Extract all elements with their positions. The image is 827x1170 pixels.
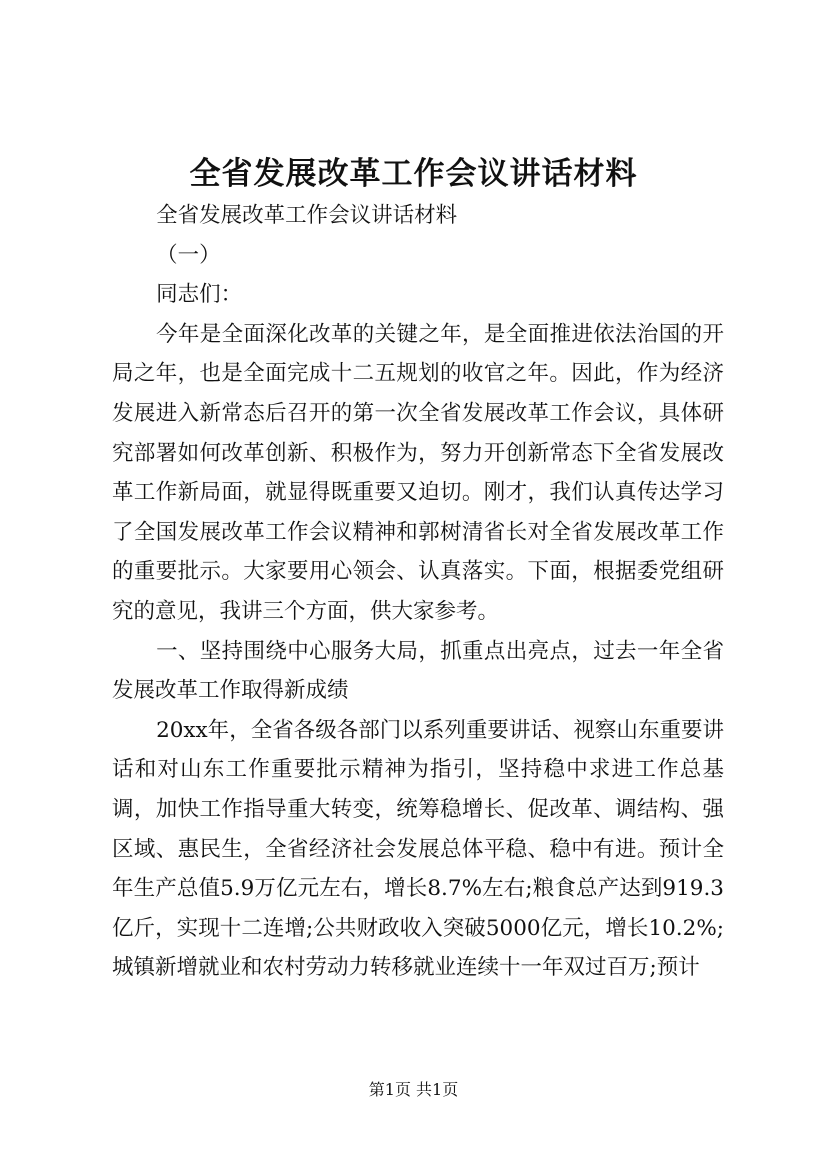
subtitle-paragraph: 全省发展改革工作会议讲话材料	[156, 203, 458, 228]
document-title: 全省发展改革工作会议讲话材料	[189, 156, 638, 192]
document-body	[112, 196, 724, 988]
body-paragraph: 今年是全面深化改革的关键之年，是全面推进依法治国的开局之年，也是全面完成十二五规划的收官之年。因此，作为经济发展进入新常态后召开的第一次全省发展改革工作会议，具体研究部署如何改革创新、积极作为，努力开创新常态下全省发展改革工作新局面，就显得既重要又迫切。刚才，我们认真传达学习了全国发展改革工作会议精神和郭树清省长对全省发展改革工作的重要批示。大家要用心领会、认真落实。下面，根据委党组研究的意见，我讲三个方面，供大家参考。	[112, 321, 724, 624]
page-footer: 第1页 共1页	[368, 1080, 459, 1099]
body-paragraph: 20xx年，全省各级各部门以系列重要讲话、视察山东重要讲话和对山东工作重要批示精神为指引，坚持稳中求进工作总基调，加快工作指导重大转变，统筹稳增长、促改革、调结构、强区域、惠民生，全省经济社会发展总体平稳、稳中有进。预计全年生产总值5.9万亿元左右，增长8.7%左右;粮食总产达到919.3亿斤，实现十二连增;公共财政收入突破5000亿元，增长10.2%;城镇新增就业和农村劳动力转移就业连续十一年双过百万;预计	[112, 717, 724, 981]
section-number-paragraph: （一）	[156, 242, 221, 268]
section-heading-paragraph: 一、坚持围绕中心服务大局，抓重点出亮点，过去一年全省发展改革工作取得新成绩	[112, 638, 724, 704]
salutation-paragraph: 同志们：	[156, 282, 243, 308]
